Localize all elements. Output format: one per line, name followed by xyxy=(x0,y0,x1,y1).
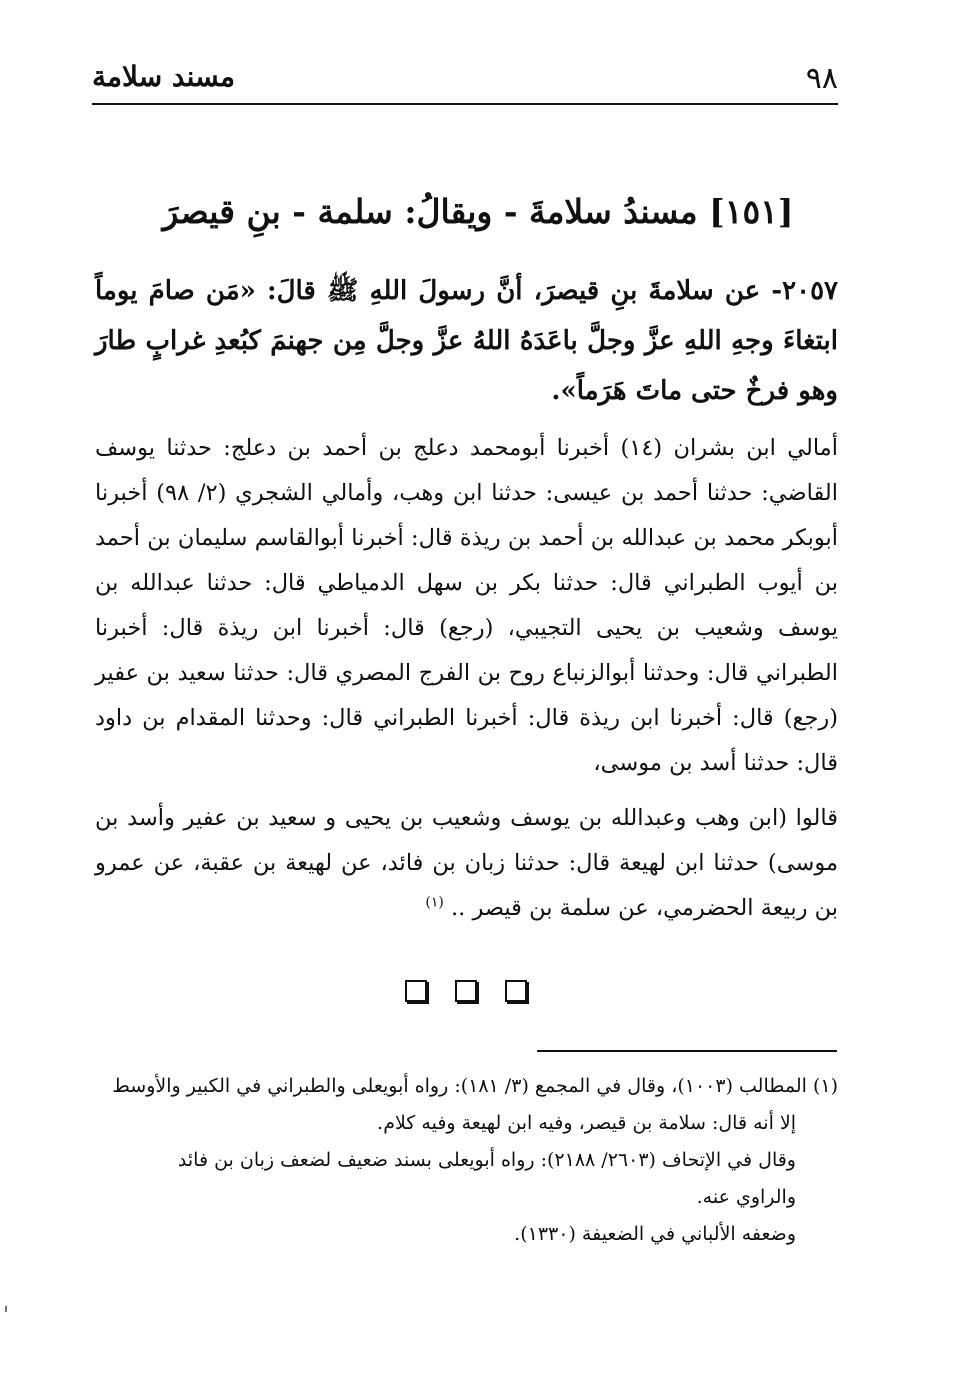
sources-paragraph-2 xyxy=(95,796,838,931)
hadith-number: ٢٠٥٧- xyxy=(771,276,838,306)
sources-paragraph-2-text: قالوا (ابن وهب وعبدالله بن يوسف وشعيب بن يحيى و سعيد بن عفير وأسد بن موسى) حدثنا ابن لهيعة قال: حدثنا زبان بن فائد، عن لهيعة بن عقبة، عن عمرو بن ربيعة الحضرمي، عن سلمة بن قيصر .. xyxy=(95,805,838,921)
separator-square-icon xyxy=(405,980,427,1002)
section-separator xyxy=(405,980,527,1006)
footnotes xyxy=(100,1068,838,1253)
footnote-line: (١) المطالب (١٠٠٣)، وقال في المجمع (٣/ ١٨١): رواه أبويعلى والطبراني في الكبير والأوسط xyxy=(112,1075,838,1097)
section-title: [١٥١] مسندُ سلامةَ - ويقالُ: سلمة - بنِ قيصرَ xyxy=(162,192,794,231)
footnote-line: والراوي عنه. xyxy=(696,1186,796,1208)
footnote-line: وقال في الإتحاف (٢٦٠٣/ ٢١٨٨): رواه أبويعلى بسند ضعيف لضعف زبان بن فائد xyxy=(177,1149,796,1171)
running-header-title: مسند سلامة xyxy=(92,60,236,93)
separator-square-icon xyxy=(455,980,477,1002)
isnad-sources xyxy=(95,426,838,941)
hadith-text xyxy=(95,266,838,416)
header-divider xyxy=(92,103,838,105)
page-number: ٩٨ xyxy=(805,61,838,96)
footnote-line: إلا أنه قال: سلامة بن قيصر، وفيه ابن لهيعة وفيه كلام. xyxy=(377,1112,796,1134)
footnote-line: وضعفه الألباني في الضعيفة (١٣٣٠). xyxy=(514,1223,796,1245)
footnote-divider xyxy=(537,1050,837,1052)
separator-square-icon xyxy=(505,980,527,1002)
scan-mark xyxy=(5,1306,7,1312)
hadith-body: عن سلامةَ بنِ قيصرَ، أنَّ رسولَ اللهِ ﷺ قالَ: «مَن صامَ يوماً ابتغاءَ وجهِ اللهِ عزَّ وجلَّ باعَدَهُ اللهُ عزَّ وجلَّ مِن جهنمَ كبُعدِ غرابٍ طارَ وهو فرخٌ حتى ماتَ هَرَماً». xyxy=(95,276,838,406)
footnote-reference: (١) xyxy=(425,894,444,911)
sources-paragraph-1: أمالي ابن بشران (١٤) أخبرنا أبومحمد دعلج بن أحمد بن دعلج: حدثنا يوسف القاضي: حدثنا أحمد بن عيسى: حدثنا ابن وهب، وأمالي الشجري (٢/ ٩٨) أخبرنا أبوبكر محمد بن عبدالله بن أحمد بن ريذة قال: أخبرنا أبوالقاسم سليمان بن أحمد بن أيوب الطبراني قال: حدثنا بكر بن سهل الدمياطي قال: حدثنا عبدالله بن يوسف وشعيب بن يحيى التجيبي، (رجع) قال: أخبرنا ابن ريذة قال: أخبرنا الطبراني قال: وحدثنا أبوالزنباع روح بن الفرج المصري قال: حدثنا سعيد بن عفير (رجع) قال: أخبرنا ابن ريذة قال: أخبرنا الطبراني قال: وحدثنا المقدام بن داود قال: حدثنا أسد بن موسى، xyxy=(95,435,839,776)
